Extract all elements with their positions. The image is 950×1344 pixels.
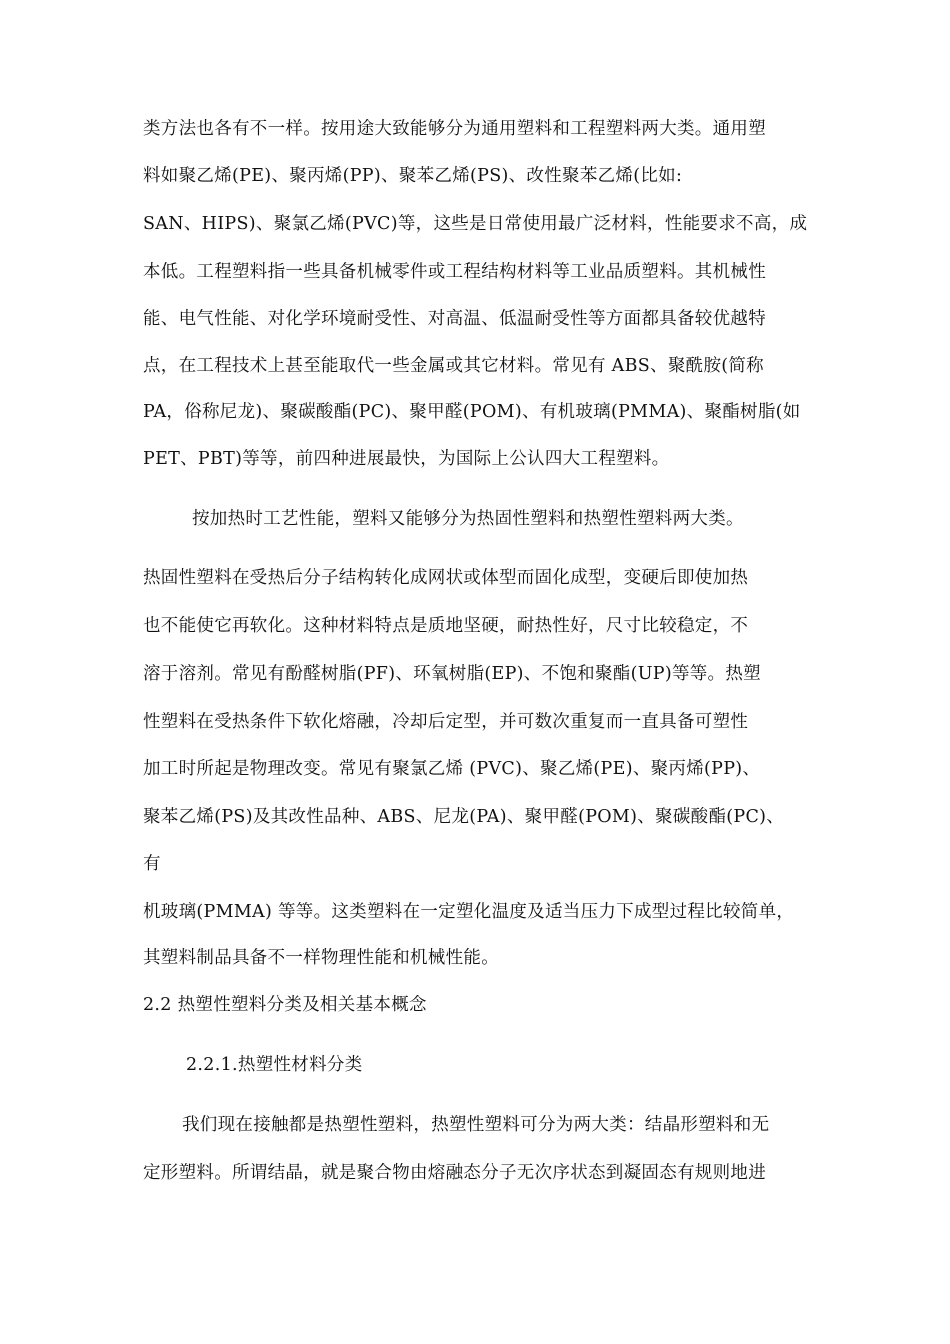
body-text-line: 加工时所起是物理改变。常见有聚氯乙烯 (PVC)、聚乙烯(PE)、聚丙烯(PP)、: [143, 759, 761, 779]
body-text-line: 点，在工程技术上甚至能取代一些金属或其它材料。常见有 ABS、聚酰胺(简称: [143, 356, 764, 376]
body-text-line: SAN、HIPS)、聚氯乙烯(PVC)等，这些是日常使用最广泛材料，性能要求不高，成: [143, 214, 808, 234]
body-text-line: 热固性塑料在受热后分子结构转化成网状或体型而固化成型，变硬后即使加热: [143, 568, 749, 588]
body-text-line: 性塑料在受热条件下软化熔融，冷却后定型，并可数次重复而一直具备可塑性: [143, 712, 749, 732]
body-text-line: 溶于溶剂。常见有酚醛树脂(PF)、环氧树脂(EP)、不饱和聚酯(UP)等等。热塑: [143, 664, 761, 684]
body-text-line: PET、PBT)等等，前四种进展最快，为国际上公认四大工程塑料。: [143, 449, 670, 469]
paragraph-intro-line: 按加热时工艺性能，塑料又能够分为热固性塑料和热塑性塑料两大类。: [192, 509, 744, 529]
body-text-line: 能、电气性能、对化学环境耐受性、对高温、低温耐受性等方面都具备较优越特: [143, 309, 766, 329]
section-heading: 2.2 热塑性塑料分类及相关基本概念: [143, 995, 427, 1015]
body-text-line: 我们现在接触都是热塑性塑料，热塑性塑料可分为两大类：结晶形塑料和无: [182, 1115, 770, 1135]
body-text-line: 本低。工程塑料指一些具备机械零件或工程结构材料等工业品质塑料。其机械性: [143, 262, 766, 282]
body-text-line: 类方法也各有不一样。按用途大致能够分为通用塑料和工程塑料两大类。通用塑: [143, 119, 766, 139]
subsection-heading: 2.2.1.热塑性材料分类: [186, 1055, 363, 1075]
body-text-line: 料如聚乙烯(PE)、聚丙烯(PP)、聚苯乙烯(PS)、改性聚苯乙烯(比如:: [143, 166, 683, 186]
body-text-line: PA，俗称尼龙)、聚碳酸酯(PC)、聚甲醛(POM)、有机玻璃(PMMA)、聚酯树脂(如: [143, 402, 801, 422]
body-text-line: 聚苯乙烯(PS)及其改性品种、ABS、尼龙(PA)、聚甲醛(POM)、聚碳酸酯(PC)、: [143, 807, 785, 827]
body-text-line: 定形塑料。所谓结晶，就是聚合物由熔融态分子无次序状态到凝固态有规则地进: [143, 1163, 766, 1183]
body-text-line: 其塑料制品具备不一样物理性能和机械性能。: [143, 948, 499, 968]
body-text-line: 机玻璃(PMMA) 等等。这类塑料在一定塑化温度及适当压力下成型过程比较简单，: [143, 902, 795, 922]
body-text-line: 有: [143, 854, 161, 874]
body-text-line: 也不能使它再软化。这种材料特点是质地坚硬，耐热性好，尺寸比较稳定，不: [143, 616, 749, 636]
